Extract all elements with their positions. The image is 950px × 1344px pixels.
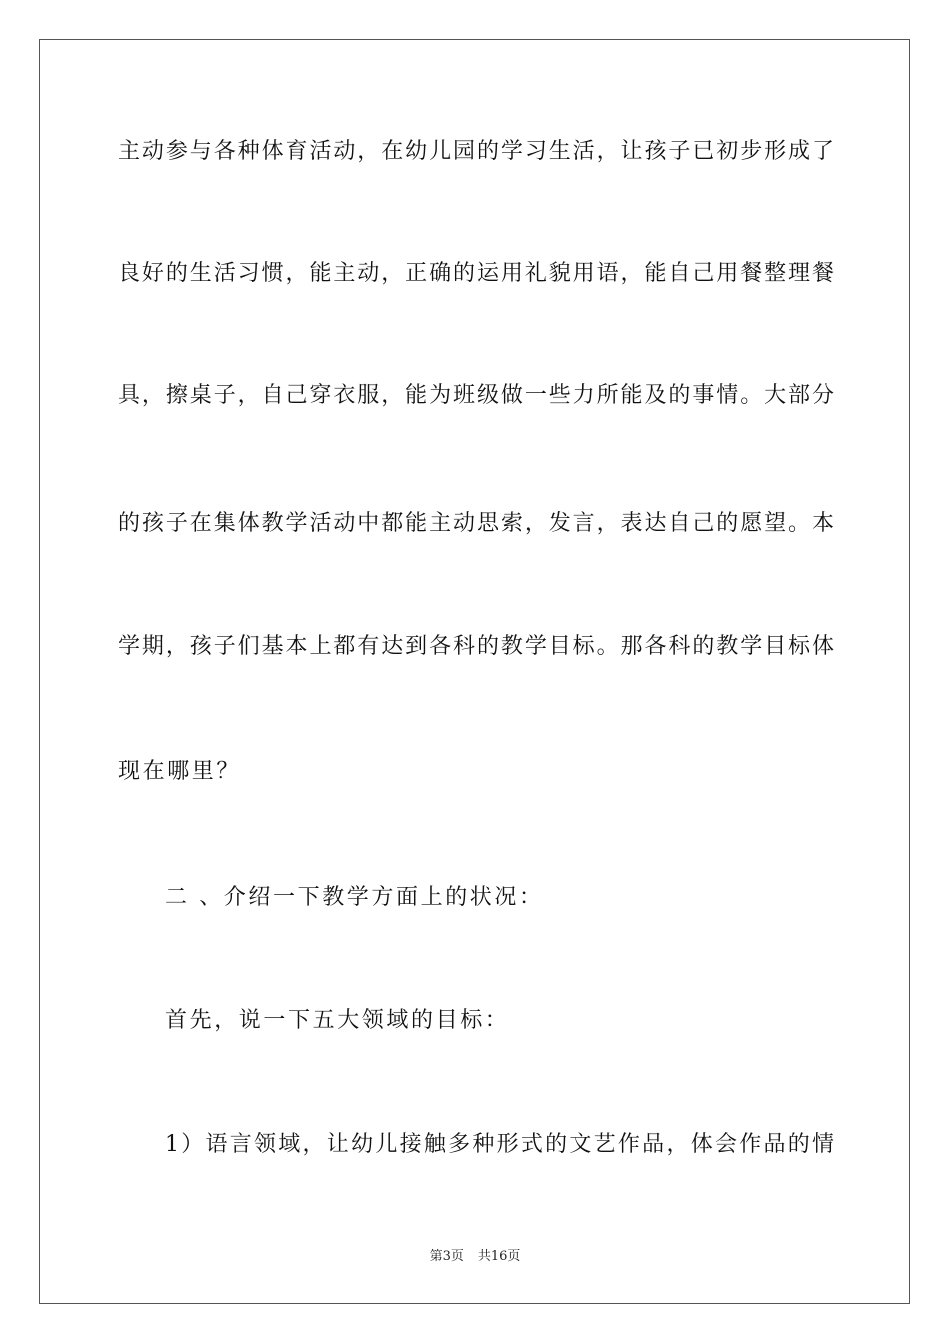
section-heading: 二 、介绍一下教学方面上的状况： [165,885,544,910]
paragraph-line-6: 现在哪里？ [118,759,242,784]
item-1-line: 1）语言领域，让幼儿接触多种形式的文艺作品，体会作品的情 [165,1132,834,1157]
page-border [39,39,910,1304]
current-page-label: 第3页 [429,1249,464,1264]
paragraph-line-3: 具，擦桌子，自己穿衣服，能为班级做一些力所能及的事情。大部分 [118,383,834,408]
paragraph-line-5: 学期，孩子们基本上都有达到各科的教学目标。那各科的教学目标体 [118,634,834,659]
total-pages-label: 共16页 [477,1249,521,1264]
paragraph-line-4: 的孩子在集体教学活动中都能主动思索，发言，表达自己的愿望。本 [118,511,834,536]
paragraph-line-1: 主动参与各种体育活动，在幼儿园的学习生活，让孩子已初步形成了 [118,139,834,164]
page-footer [0,1248,950,1266]
intro-line: 首先，说一下五大领域的目标： [165,1008,510,1033]
paragraph-line-2: 良好的生活习惯，能主动，正确的运用礼貌用语，能自己用餐整理餐 [118,261,834,286]
